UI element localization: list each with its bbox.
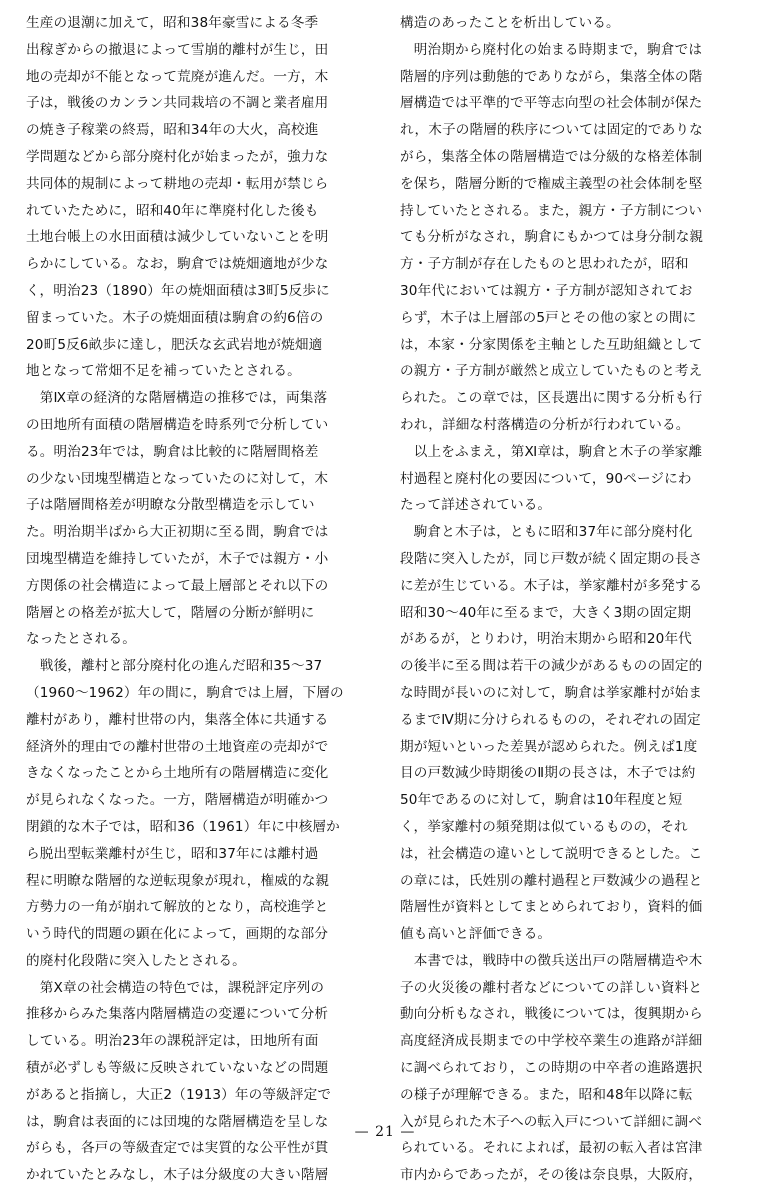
text-line: 段階に突入したが，同じ戸数が続く固定期の長さ	[400, 550, 703, 567]
text-line: 村過程と廃村化の要因について，90ページにわ	[400, 470, 692, 487]
text-line: が見られなくなった。一方，階層構造が明確かつ	[26, 792, 329, 809]
text-line: ても分析がなされ，駒倉にもかつては身分制な親	[400, 229, 704, 246]
text-line: 階層的序列は動態的でありながら，集落全体の階	[400, 68, 703, 85]
text-line: きなくなったことから土地所有の階層構造に変化	[26, 765, 329, 782]
text-line: たって詳述されている。	[400, 497, 552, 514]
text-line: 以上をふまえ，第Ⅺ章は，駒倉と木子の挙家離	[400, 443, 703, 460]
text-line: られた。この章では，区長選出に関する分析も行	[400, 390, 703, 407]
left-column	[26, 10, 371, 1189]
text-line: な時間が長いのに対して，駒倉は挙家離村が始ま	[400, 684, 703, 701]
text-line: 地の売却が不能となって荒廃が進んだ。一方，木	[26, 68, 329, 85]
text-line: 地となって常畑不足を補っていたとされる。	[26, 363, 301, 380]
text-line: の親方・子方制が厳然と成立していたものと考え	[400, 363, 703, 380]
text-line: の少ない団塊型構造となっていたのに対して，木	[26, 470, 329, 487]
text-line: く，挙家離村の頻発期は似ているものの，それ	[400, 818, 688, 835]
text-line: の焼き子稼業の終焉，昭和34年の大火，高校進	[26, 122, 319, 139]
text-line: 階層との格差が拡大して，階層の分断が鮮明に	[26, 604, 315, 621]
text-line: れていたために，昭和40年に準廃村化した後も	[26, 202, 319, 219]
text-line: がら，集落全体の階層構造では分級的な格差体制	[400, 148, 703, 165]
text-line: 本書では，戦時中の徴兵送出戸の階層構造や木	[400, 952, 703, 969]
text-line: 第Ⅸ章の経済的な階層構造の推移では，両集落	[26, 390, 328, 407]
text-line: 土地台帳上の水田面積は減少していないことを明	[26, 229, 329, 246]
text-line: 50年であるのに対して，駒倉は10年程度と短	[400, 792, 683, 809]
text-line: 持していたとされる。また，親方・子方制につい	[400, 202, 703, 219]
text-line: 入が見られた木子への転入戸について詳細に調べ	[400, 1113, 703, 1130]
text-line: 的廃村化段階に突入したとされる。	[26, 952, 246, 969]
text-line: の章には，氏姓別の離村過程と戸数減少の過程と	[400, 872, 703, 889]
text-line: 市内からであったが，その後は奈良県，大阪府，	[400, 1167, 703, 1184]
text-line: 離村があり，離村世帯の内，集落全体に共通する	[26, 711, 329, 728]
text-line: は，本家・分家関係を主軸とした互助組織として	[400, 336, 703, 353]
text-line: に調べられており，この時期の中卒者の進路選択	[400, 1060, 703, 1077]
text-line: 階層性が資料としてまとめられており，資料的価	[400, 899, 703, 916]
text-line: があると指摘し，大正2（1913）年の等級評定で	[26, 1086, 332, 1103]
text-line: かれていたとみなし，木子は分級度の大きい階層	[26, 1167, 329, 1184]
text-line: 戦後，離村と部分廃村化の進んだ昭和35～37	[26, 658, 323, 675]
text-line: 動向分析もなされ，戦後については，復興期から	[400, 1006, 703, 1023]
text-line: ら脱出型転業離村が生じ，昭和37年には離村過	[26, 845, 319, 862]
right-column	[400, 10, 745, 1189]
text-line: らず，木子は上層部の5戸とその他の家との間に	[400, 309, 697, 326]
text-line: がらも，各戸の等級査定では実質的な公平性が貫	[26, 1140, 329, 1157]
text-line: は，社会構造の違いとして説明できるとした。こ	[400, 845, 703, 862]
text-line: 閉鎖的な木子では，昭和36（1961）年に中核層か	[26, 818, 340, 835]
text-line: の様子が理解できる。また，昭和48年以降に転	[400, 1086, 693, 1103]
text-line: 共同体的規制によって耕地の売却・転用が禁じら	[26, 175, 329, 192]
text-line: 出稼ぎからの撤退によって雪崩的離村が生じ，田	[26, 41, 329, 58]
text-line: 推移からみた集落内階層構造の変遷について分析	[26, 1006, 329, 1023]
text-line: 方勢力の一角が崩れて解放的となり，高校進学と	[26, 899, 329, 916]
text-line: を保ち，階層分断的で権威主義型の社会体制を堅	[400, 175, 703, 192]
text-line: るまでⅣ期に分けられるものの，それぞれの固定	[400, 711, 701, 728]
text-line: に差が生じている。木子は，挙家離村が多発する	[400, 577, 703, 594]
text-line: る。明治23年では，駒倉は比較的に階層間格差	[26, 443, 319, 460]
text-line: 20町5反6畝歩に達し，肥沃な玄武岩地が焼畑適	[26, 336, 323, 353]
text-line: なったとされる。	[26, 631, 136, 648]
text-line: 子の火災後の離村者などについての詳しい資料と	[400, 979, 703, 996]
text-line: 方・子方制が存在したものと思われたが，昭和	[400, 256, 689, 273]
text-line: 明治期から廃村化の始まる時期まで，駒倉では	[400, 41, 703, 58]
text-line: 構造のあったことを析出している。	[400, 15, 620, 31]
text-line: 子は，戦後のカンラン共同栽培の不調と業者雇用	[26, 95, 329, 112]
text-line: 団塊型構造を維持していたが，木子では親方・小	[26, 550, 329, 567]
text-line: られている。それによれば，最初の転入者は宮津	[400, 1140, 703, 1157]
text-line: 第Ⅹ章の社会構造の特色では，課税評定序列の	[26, 979, 325, 996]
text-line: があるが，とりわけ，明治末期から昭和20年代	[400, 631, 692, 648]
text-line: らかにしている。なお，駒倉では焼畑適地が少な	[26, 256, 329, 273]
text-line: 留まっていた。木子の焼畑面積は駒倉の約6倍の	[26, 309, 324, 326]
text-line: 30年代においては親方・子方制が認知されてお	[400, 282, 693, 299]
text-line: く，明治23（1890）年の焼畑面積は3町5反歩に	[26, 282, 330, 299]
text-line: われ，詳細な村落構造の分析が行われている。	[400, 416, 690, 433]
text-line: 目の戸数減少時期後のⅡ期の長さは，木子では約	[400, 765, 696, 782]
page-number: — 21 —	[354, 1124, 416, 1140]
text-line: は，駒倉は表面的には団塊的な階層構造を呈しな	[26, 1113, 329, 1130]
text-line: の後半に至る間は若干の減少があるものの固定的	[400, 658, 703, 675]
text-line: 学問題などから部分廃村化が始まったが，強力な	[26, 148, 329, 165]
text-line: た。明治期半ばから大正初期に至る間，駒倉では	[26, 524, 329, 541]
text-line: れ，木子の階層的秩序については固定的でありな	[400, 122, 703, 139]
text-line: 生産の退潮に加えて，昭和38年豪雪による冬季	[26, 15, 319, 31]
text-line: 昭和30～40年に至るまで，大きく3期の固定期	[400, 604, 692, 621]
text-line: 積が必ずしも等級に反映されていないなどの問題	[26, 1060, 329, 1077]
text-line: 値も高いと評価できる。	[400, 926, 552, 943]
text-line: いう時代的問題の顕在化によって，画期的な部分	[26, 926, 329, 943]
text-line: の田地所有面積の階層構造を時系列で分析してい	[26, 416, 329, 433]
text-line: 子は階層間格差が明瞭な分散型構造を示してい	[26, 497, 315, 514]
text-line: 層構造では平準的で平等志向型の社会体制が保た	[400, 95, 703, 112]
text-line: 高度経済成長期までの中学校卒業生の進路が詳細	[400, 1033, 703, 1050]
text-line: 期が短いといった差異が認められた。例えば1度	[400, 738, 698, 755]
text-line: 経済外的理由での離村世帯の土地資産の売却がで	[26, 738, 329, 755]
text-line: 程に明瞭な階層的な逆転現象が現れ，権威的な親	[26, 872, 330, 889]
text-line: 方関係の社会構造によって最上層部とそれ以下の	[26, 577, 329, 594]
text-line: している。明治23年の課税評定は，田地所有面	[26, 1033, 319, 1050]
text-line: 駒倉と木子は，ともに昭和37年に部分廃村化	[400, 524, 693, 541]
text-line: （1960～1962）年の間に，駒倉では上層，下層の	[26, 684, 344, 701]
